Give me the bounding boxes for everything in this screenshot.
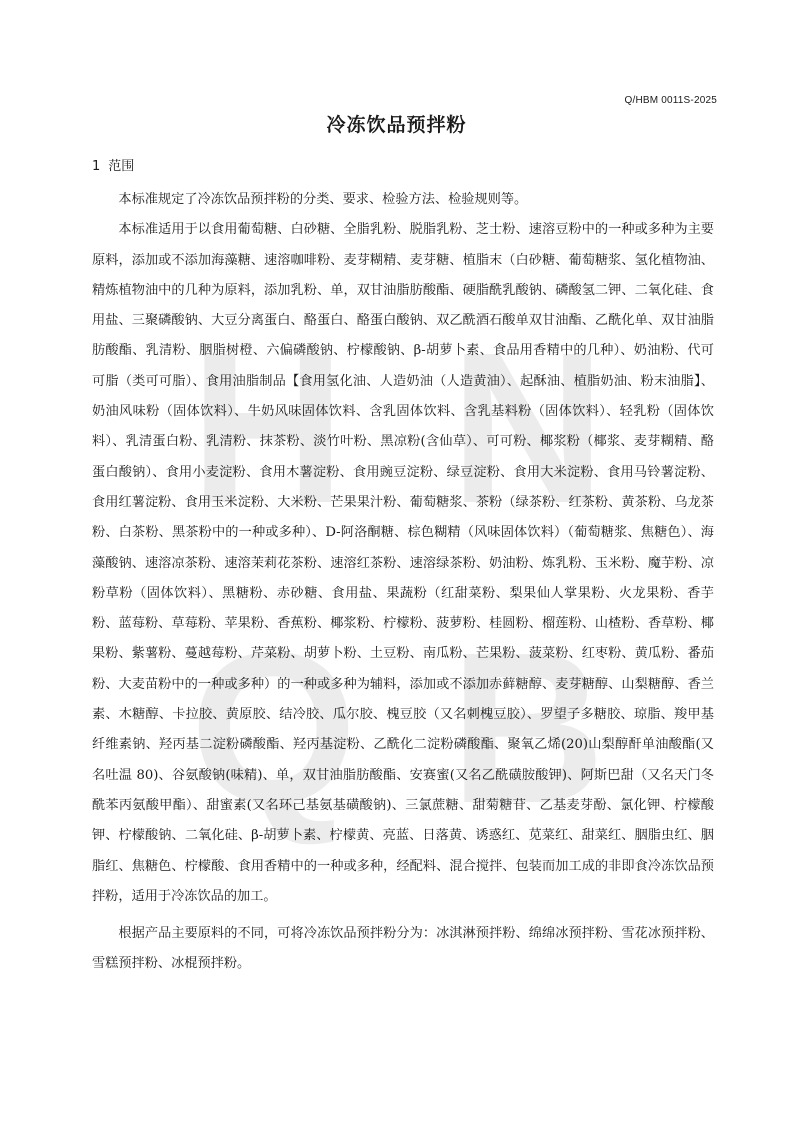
section-body: [92, 185, 714, 980]
paragraph-classification: 根据产品主要原料的不同，可将冷冻饮品预拌粉分为：冰淇淋预拌粉、绵绵冰预拌粉、雪花冰预拌粉、雪糕预拌粉、冰棍预拌粉。: [92, 926, 714, 972]
watermark-letter: B: [450, 607, 606, 848]
paragraph-scope-summary: 本标准规定了冷冻饮品预拌粉的分类、要求、检验方法、检验规则等。: [118, 192, 528, 207]
section-heading: [92, 155, 134, 174]
standard-code: Q/HBM 0011S-2025: [624, 95, 717, 106]
section-title: 范围: [108, 159, 135, 174]
watermark-letter: N: [450, 307, 606, 548]
section-number: 1: [92, 159, 101, 174]
watermark-letter: H: [190, 307, 346, 548]
paragraph-applicability: 本标准适用于以食用葡萄糖、白砂糖、全脂乳粉、脱脂乳粉、芝士粉、速溶豆粉中的一种或多种为主要原料，添加或不添加海藻糖、速溶咖啡粉、麦芽糊精、麦芽糖、植脂末（白砂糖、葡萄糖浆、氢化植物油、精炼植物油中的几种为原料，添加乳粉、单，双甘油脂肪酸酯、硬脂酰乳酸钠、磷酸氢二钾、二氧化硅、食用盐、三聚磷酸钠、大豆分离蛋白、酪蛋白、酪蛋白酸钠、双乙酰酒石酸单双甘油酯、乙酰化单、双甘油脂肪酸酯、乳清粉、胭脂树橙、六偏磷酸钠、柠檬酸钠、β-胡萝卜素、食品用香精中的几种）、奶油粉、代可可脂（类可可脂）、食用油脂制品【食用氢化油、人造奶油（人造黄油）、起酥油、植脂奶油、粉末油脂】、奶油风味粉（固体饮料）、牛奶风味固体饮料、含乳固体饮料、含乳基料粉（固体饮料）、轻乳粉（固体饮料）、乳清蛋白粉、乳清粉、抹茶粉、淡竹叶粉、黑凉粉(含仙草）、可可粉、椰浆粉（椰浆、麦芽糊精、酪蛋白酸钠）、食用小麦淀粉、食用木薯淀粉、食用豌豆淀粉、绿豆淀粉、食用大米淀粉、食用马铃薯淀粉、食用红薯淀粉、食用玉米淀粉、大米粉、芒果果汁粉、葡萄糖浆、茶粉（绿茶粉、红茶粉、黄茶粉、乌龙茶粉、白茶粉、黑茶粉中的一种或多种）、D-阿洛酮糖、棕色糊精（风味固体饮料）（葡萄糖浆、焦糖色）、海藻酸钠、速溶凉茶粉、速溶茉莉花茶粉、速溶红茶粉、速溶绿茶粉、奶油粉、炼乳粉、玉米粉、魔芋粉、凉粉草粉（固体饮料）、黑糖粉、赤砂糖、食用盐、果蔬粉（红甜菜粉、梨果仙人掌果粉、火龙果粉、香芋粉、蓝莓粉、草莓粉、苹果粉、香蕉粉、椰浆粉、柠檬粉、菠萝粉、桂圆粉、榴莲粉、山楂粉、香草粉、椰果粉、紫薯粉、蔓越莓粉、芹菜粉、胡萝卜粉、土豆粉、南瓜粉、芒果粉、菠菜粉、红枣粉、黄瓜粉、番茄粉、大麦苗粉中的一种或多种）的一种或多种为辅料，添加或不添加赤藓糖醇、麦芽糖醇、山梨糖醇、香兰素、木糖醇、卡拉胶、黄原胶、结冷胶、瓜尔胶、槐豆胶（又名刺槐豆胶）、罗望子多糖胶、琼脂、羧甲基纤维素钠、羟丙基二淀粉磷酸酯、羟丙基淀粉、乙酰化二淀粉磷酸酯、聚氧乙烯(20)山梨醇酐单油酸酯(又名吐温 80)、谷氨酸钠(味精)、单，双甘油脂肪酸酯、安赛蜜(又名乙酰磺胺酸钾)、阿斯巴甜（又名天门冬酰苯丙氨酸甲酯）、甜蜜素(又名环己基氨基磺酸钠)、三氯蔗糖、甜菊糖苷、乙基麦芽酚、氯化钾、柠檬酸钾、柠檬酸钠、二氧化硅、β-胡萝卜素、柠檬黄、亮蓝、日落黄、诱惑红、苋菜红、甜菜红、胭脂虫红、胭脂红、焦糖色、柠檬酸、食用香精中的一种或多种，经配料、混合搅拌、包装而加工成的非即食冷冻饮品预拌粉，适用于冷冻饮品的加工。: [92, 222, 714, 904]
document-title: 冷冻饮品预拌粉: [326, 114, 467, 136]
watermark-letter: Q: [190, 607, 358, 848]
